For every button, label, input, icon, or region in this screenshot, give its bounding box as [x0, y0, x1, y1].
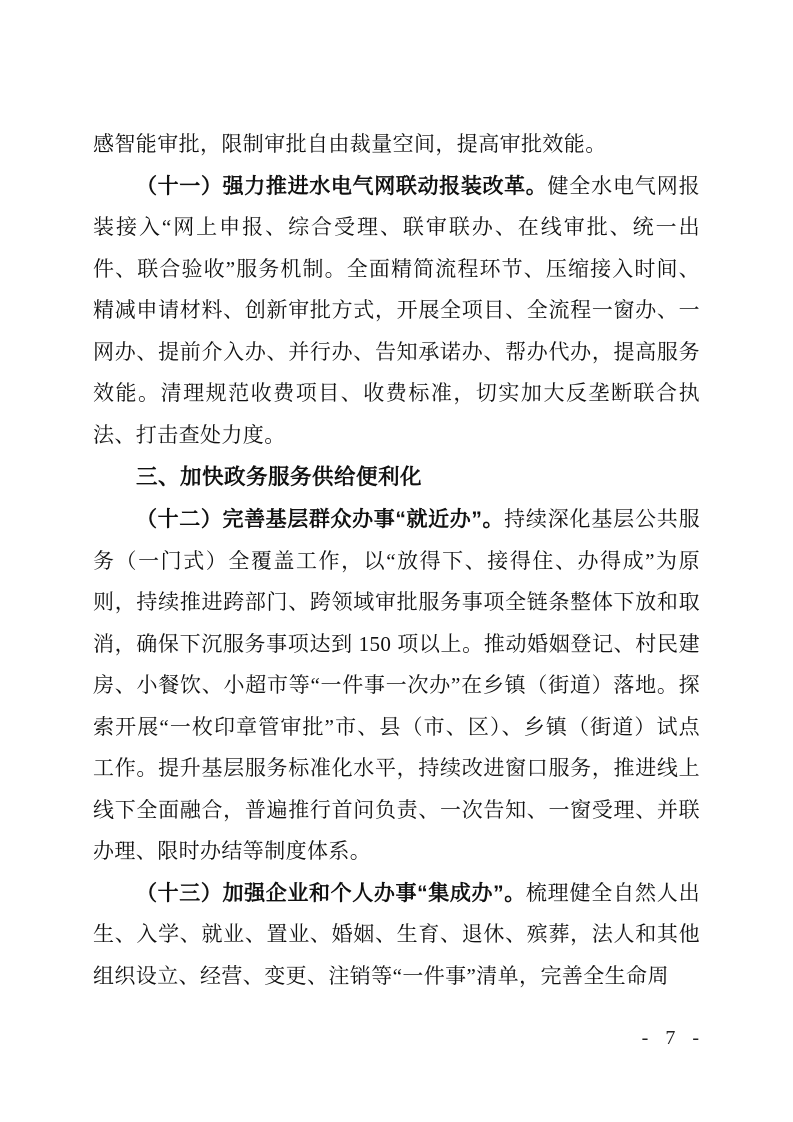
item-12-text: 持续深化基层公共服务（一门式）全覆盖工作，以“放得下、接得住、办得成”为原则，持续推进跨部门、跨领域审批服务事项全链条整体下放和取消，确保下沉服务事项达到 150 项以上。推动婚姻登记、村民建房、小餐饮、小超市等“一件事一次办”在乡镇（街道）落地。探索开展“一枚印章管审批”市、县（市、区）、乡镇（街道）试点工作。提升基层服务标准化水平，持续改进窗口服务，推进线上线下全面融合，普遍推行首问负责、一次告知、一窗受理、并联办理、限时办结等制度体系。 — [93, 507, 700, 863]
document-body — [93, 124, 700, 997]
item-12-title: （十二）完善基层群众办事“就近办”。 — [136, 508, 505, 531]
paragraph-continuation: 感智能审批，限制审批自由裁量空间，提高审批效能。 — [93, 132, 607, 156]
item-11-text: 健全水电气网报装接入“网上申报、综合受理、联审联办、在线审批、统一出件、联合验收”服务机制。全面精简流程环节、压缩接入时间、精减申请材料、创新审批方式，开展全项目、全流程一窗办、一网办、提前介入办、并行办、告知承诺办、帮办代办，提高服务效能。清理规范收费项目、收费标准，切实加大反垄断联合执法、打击查处力度。 — [93, 173, 700, 447]
item-13-text: 梳理健全自然人出生、入学、就业、置业、婚姻、生育、退休、殡葬，法人和其他组织设立、经营、变更、注销等“一件事”清单，完善全生命周 — [93, 880, 700, 988]
section-3-heading: 三、加快政务服务供给便利化 — [136, 465, 423, 489]
paragraph-item-11 — [93, 166, 700, 457]
page-number: - 7 - — [641, 1027, 705, 1049]
item-11-title: （十一）强力推进水电气网联动报装改革。 — [136, 174, 548, 198]
item-13-title: （十三）加强企业和个人办事“集成办”。 — [136, 881, 526, 905]
paragraph-item-13 — [93, 873, 700, 998]
paragraph-item-12 — [93, 499, 700, 873]
